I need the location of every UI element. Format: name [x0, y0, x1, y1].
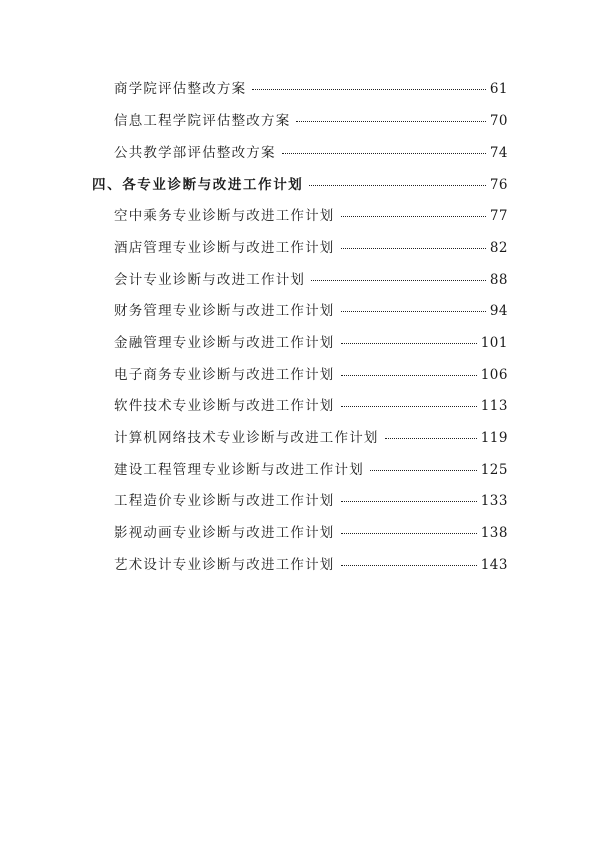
- toc-entry-title: 艺术设计专业诊断与改进工作计划: [114, 557, 335, 573]
- toc-page-number: 70: [489, 113, 508, 129]
- toc-entry[interactable]: [0, 271, 508, 289]
- toc-dot-leader: [370, 470, 477, 471]
- toc-entry[interactable]: [0, 207, 508, 225]
- toc-entry[interactable]: [0, 334, 508, 352]
- toc-page-number: 113: [480, 398, 508, 414]
- toc-dot-leader: [341, 216, 486, 217]
- toc-dot-leader: [311, 280, 486, 281]
- toc-entry[interactable]: [0, 302, 508, 320]
- toc-dot-leader: [296, 121, 485, 122]
- toc-dot-leader: [341, 565, 477, 566]
- toc-section-entry[interactable]: [0, 176, 508, 194]
- toc-entry[interactable]: [0, 112, 508, 130]
- toc-dot-leader: [341, 311, 486, 312]
- toc-entry[interactable]: [0, 524, 508, 542]
- toc-page-number: 94: [489, 303, 508, 319]
- toc-dot-leader: [341, 375, 477, 376]
- toc-dot-leader: [282, 153, 486, 154]
- toc-entry[interactable]: [0, 144, 508, 162]
- toc-entry[interactable]: [0, 239, 508, 257]
- toc-entry[interactable]: [0, 429, 508, 447]
- toc-dot-leader: [309, 185, 485, 186]
- toc-page-number: 125: [480, 462, 508, 478]
- toc-entry-title: 信息工程学院评估整改方案: [114, 113, 291, 129]
- toc-page-number: 106: [480, 367, 508, 383]
- toc-entry-title: 电子商务专业诊断与改进工作计划: [114, 367, 335, 383]
- toc-page-number: 76: [489, 177, 508, 193]
- toc-page-number: 133: [480, 493, 508, 509]
- toc-dot-leader: [341, 248, 486, 249]
- toc-dot-leader: [341, 406, 477, 407]
- toc-entry-title: 金融管理专业诊断与改进工作计划: [114, 335, 335, 351]
- toc-page-number: 61: [489, 81, 508, 97]
- toc-entry[interactable]: [0, 80, 508, 98]
- toc-entry[interactable]: [0, 461, 508, 479]
- toc-entry[interactable]: [0, 366, 508, 384]
- toc-dot-leader: [341, 343, 477, 344]
- toc-entry-title: 计算机网络技术专业诊断与改进工作计划: [114, 430, 379, 446]
- toc-entry-title: 财务管理专业诊断与改进工作计划: [114, 303, 335, 319]
- toc-page-number: 143: [480, 557, 508, 573]
- toc-entry-title: 软件技术专业诊断与改进工作计划: [114, 398, 335, 414]
- toc-page-number: 101: [480, 335, 508, 351]
- toc-page-number: 88: [489, 272, 508, 288]
- toc-entry-title: 建设工程管理专业诊断与改进工作计划: [114, 462, 364, 478]
- toc-page-number: 138: [480, 525, 508, 541]
- toc-dot-leader: [385, 438, 477, 439]
- toc-entry-title: 影视动画专业诊断与改进工作计划: [114, 525, 335, 541]
- toc-page-number: 77: [489, 208, 508, 224]
- toc-entry-title: 公共教学部评估整改方案: [114, 145, 276, 161]
- toc-dot-leader: [252, 89, 486, 90]
- toc-entry-title: 酒店管理专业诊断与改进工作计划: [114, 240, 335, 256]
- toc-entry[interactable]: [0, 556, 508, 574]
- toc-page-number: 119: [480, 430, 508, 446]
- toc-entry[interactable]: [0, 492, 508, 510]
- toc-entry[interactable]: [0, 397, 508, 415]
- toc-entry-title: 工程造价专业诊断与改进工作计划: [114, 493, 335, 509]
- toc-entry-title: 空中乘务专业诊断与改进工作计划: [114, 208, 335, 224]
- toc-section-title: 四、各专业诊断与改进工作计划: [92, 177, 304, 193]
- toc-page-number: 74: [489, 145, 508, 161]
- toc-page-number: 82: [489, 240, 508, 256]
- toc-dot-leader: [341, 501, 477, 502]
- toc-dot-leader: [341, 533, 477, 534]
- toc-entry-title: 商学院评估整改方案: [114, 81, 247, 97]
- toc-entry-title: 会计专业诊断与改进工作计划: [114, 272, 306, 288]
